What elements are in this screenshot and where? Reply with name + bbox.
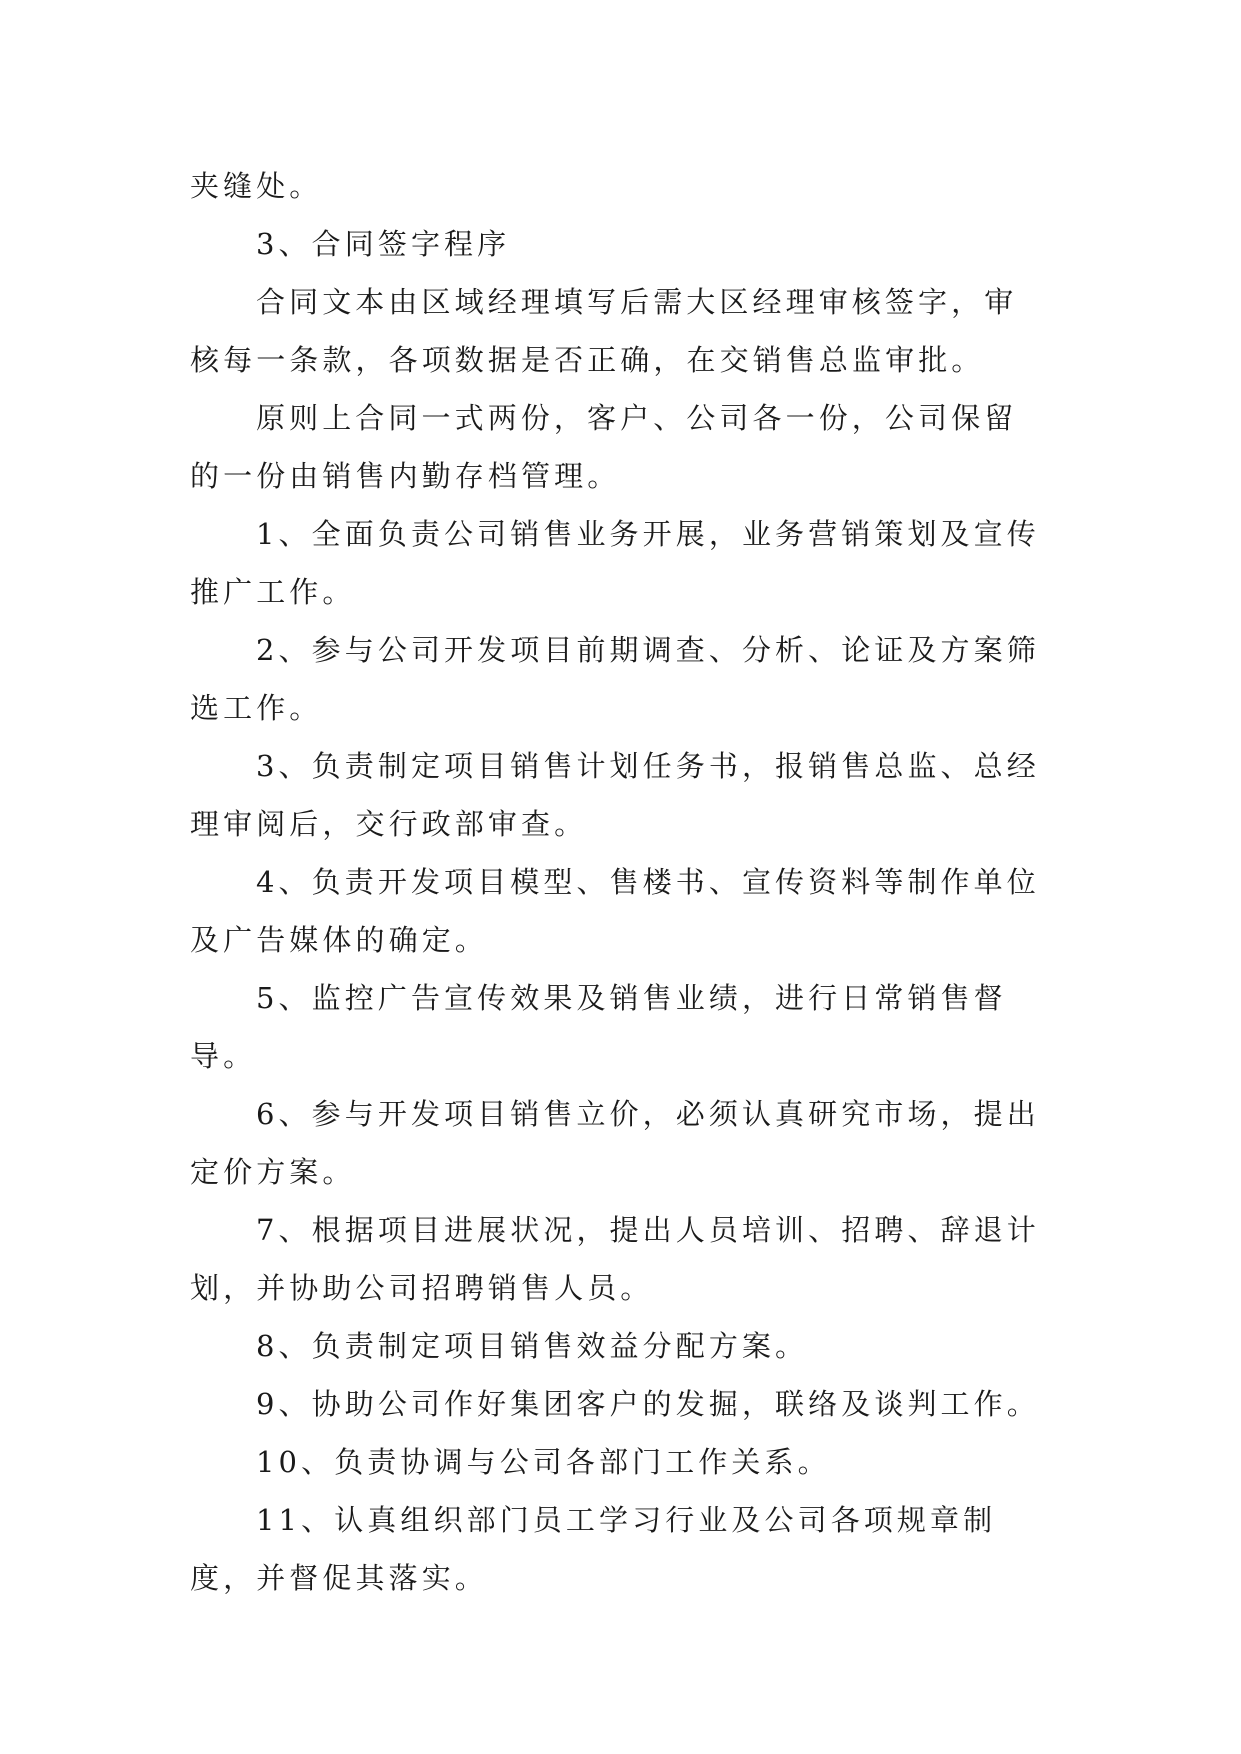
list-item: 8、负责制定项目销售效益分配方案。 xyxy=(256,1329,809,1363)
paragraph-continuation: 夹缝处。 xyxy=(190,169,323,203)
section-heading: 3、合同签字程序 xyxy=(256,227,511,261)
list-item: 3、负责制定项目销售计划任务书，报销售总监、总经理审阅后，交行政部审查。 xyxy=(190,749,1040,841)
list-item: 6、参与开发项目销售立价，必须认真研究市场，提出定价方案。 xyxy=(190,1097,1040,1189)
list-item: 5、监控广告宣传效果及销售业绩，进行日常销售督导。 xyxy=(190,981,1007,1073)
list-item: 4、负责开发项目模型、售楼书、宣传资料等制作单位及广告媒体的确定。 xyxy=(190,865,1040,957)
paragraph: 原则上合同一式两份，客户、公司各一份，公司保留的一份由销售内勤存档管理。 xyxy=(190,401,1018,493)
list-item: 1、全面负责公司销售业务开展，业务营销策划及宣传推广工作。 xyxy=(190,517,1040,609)
list-item: 7、根据项目进展状况，提出人员培训、招聘、辞退计划，并协助公司招聘销售人员。 xyxy=(190,1213,1040,1305)
list-item: 10、负责协调与公司各部门工作关系。 xyxy=(256,1445,831,1479)
document-body xyxy=(190,157,1050,1607)
list-item: 9、协助公司作好集团客户的发掘，联络及谈判工作。 xyxy=(256,1387,1040,1421)
list-item: 11、认真组织部门员工学习行业及公司各项规章制度，并督促其落实。 xyxy=(190,1503,997,1595)
paragraph: 合同文本由区域经理填写后需大区经理审核签字，审核每一条款，各项数据是否正确，在交销售总监审批。 xyxy=(190,285,1018,377)
list-item: 2、参与公司开发项目前期调查、分析、论证及方案筛选工作。 xyxy=(190,633,1040,725)
